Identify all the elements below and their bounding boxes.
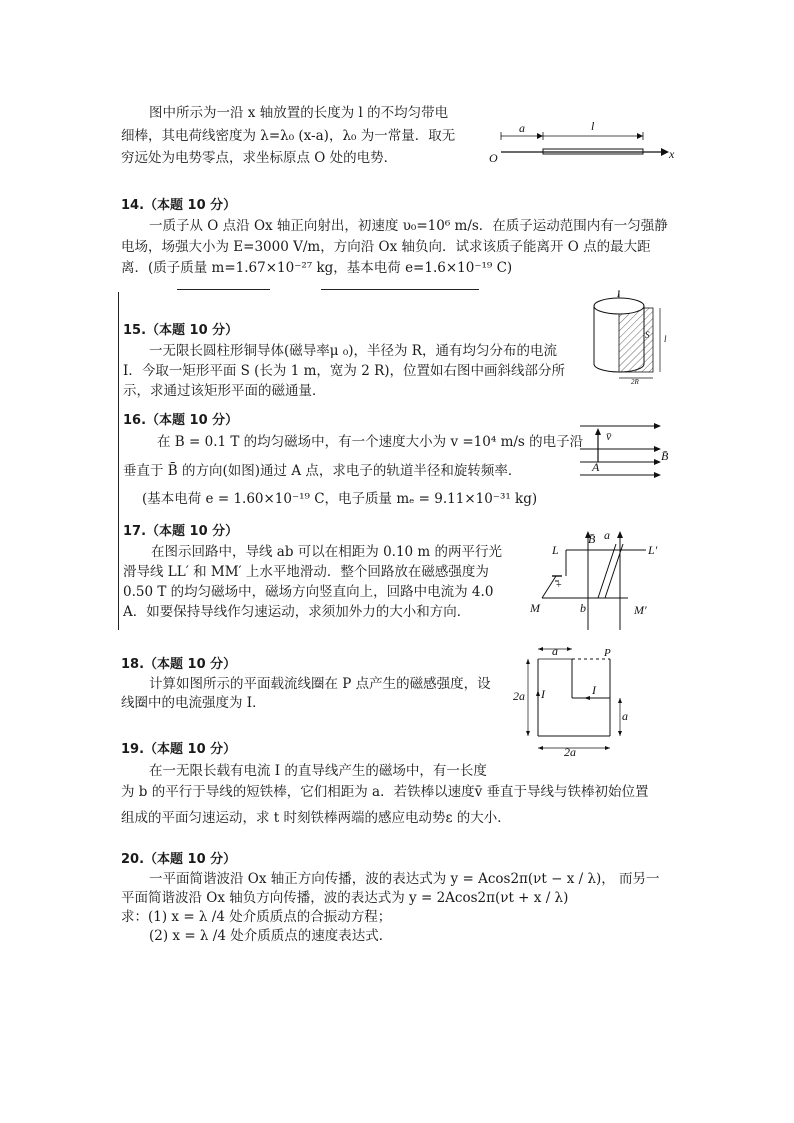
q19-line-2: 为 b 的平行于导线的短铁棒，它们相距为 a．若铁棒以速度v̄ 垂直于导线与铁棒初始位置 <box>121 784 649 800</box>
loop-a-right-label: a <box>622 709 628 723</box>
q18-line-1: 计算如图所示的平面载流线圈在 P 点产生的磁感强度，设 <box>149 676 491 692</box>
q16-line-3: (基本电荷 e = 1.60×10⁻¹⁹ C，电子质量 mₑ = 9.11×10⁻³¹ kg) <box>142 491 538 507</box>
loop-figure <box>510 644 640 759</box>
rod-axis-label: x <box>669 147 675 161</box>
rail-a-label: a <box>604 528 610 542</box>
q14-line-3: 离．(质子质量 m=1.67×10⁻²⁷ kg，基本电荷 e=1.6×10⁻¹⁹ C) <box>121 260 513 276</box>
q17-line-3: 0.50 T 的均匀磁场中，磁场方向竖直向上，回路中电流为 4.0 <box>123 584 494 600</box>
q20-line-1: 一平面简谐波沿 Ox 轴正方向传播，波的表达式为 y = Acos2π(νt − x / λ)， 而另一 <box>149 871 660 887</box>
rail-b-end-label: b <box>580 601 586 615</box>
q15-header: 15.（本题 10 分） <box>123 323 239 338</box>
q19-header: 19.（本题 10 分） <box>121 742 237 757</box>
q20-line-2: 平面简谐波沿 Ox 轴负方向传播，波的表达式为 y = 2Acos2π(νt + x / λ) <box>121 890 569 906</box>
q18-header: 18.（本题 10 分） <box>121 657 237 672</box>
loop-current-left: I <box>541 687 545 701</box>
rail-m2-label: M′ <box>634 603 647 617</box>
rod-figure <box>485 118 675 168</box>
intro-line-2: 细棒，其电荷线密度为 λ=λ₀ (x-a)，λ₀ 为一常量．取无 <box>121 128 456 144</box>
q18-line-2: 线圈中的电流强度为 I． <box>121 695 266 711</box>
loop-width-label: 2a <box>564 745 576 759</box>
b-label: B̄ <box>661 449 669 463</box>
v-label: v̄ <box>606 429 612 443</box>
cyl-current-label: I <box>617 290 620 299</box>
rod-a-label: a <box>519 121 525 135</box>
rail-l2-label: L′ <box>648 543 658 557</box>
q17-header: 17.（本题 10 分） <box>123 524 239 539</box>
rail-figure <box>528 526 668 630</box>
q14-line-1: 一质子从 O 点沿 Ox 轴正向射出，初速度 υ₀=10⁶ m/s．在质子运动范围内有一匀强静 <box>149 218 668 234</box>
intro-line-3: 穷远处为电势零点，求坐标原点 O 处的电势． <box>121 150 398 166</box>
q15-line-3: 示，求通过该矩形平面的磁通量． <box>123 383 326 399</box>
battery-plus-label: + <box>556 580 562 591</box>
loop-a-top-label: a <box>552 644 558 658</box>
q20-line-3: 求：(1) x = λ /4 处介质质点的合振动方程； <box>121 909 392 925</box>
q17-line-4: A．如要保持导线作匀速运动，求须加外力的大小和方向． <box>123 604 471 620</box>
rail-m-label: M <box>530 601 540 615</box>
q17-line-1: 在图示回路中，导线 ab 可以在相距为 0.10 m 的两平行光 <box>151 544 503 560</box>
q19-line-3: 组成的平面匀速运动，求 t 时刻铁棒两端的感应电动势ε 的大小． <box>121 810 511 826</box>
divider-left <box>177 289 270 290</box>
section-margin-line <box>118 292 119 630</box>
q15-line-2: I．今取一矩形平面 S (长为 1 m，宽为 2 R)，位置如右图中画斜线部分所 <box>123 363 566 379</box>
q14-header: 14.（本题 10 分） <box>121 198 237 213</box>
q15-line-1: 一无限长圆柱形铜导体(磁导率μ ₀)，半径为 R，通有均匀分布的电流 <box>149 343 557 359</box>
cyl-s-label: S <box>645 330 650 340</box>
rod-origin-label: O <box>489 151 498 165</box>
intro-line-1: 图中所示为一沿 x 轴放置的长度为 l 的不均匀带电 <box>149 105 449 121</box>
q17-line-2: 滑导线 LL′ 和 MM′ 上水平地滑动．整个回路放在磁感强度为 <box>123 564 489 580</box>
cylinder-figure <box>584 288 694 384</box>
loop-p-label: P <box>604 647 611 659</box>
cyl-l-label: l <box>664 334 667 344</box>
divider-right <box>321 289 479 290</box>
rail-b-label: B̄ <box>588 532 596 546</box>
loop-current-inner: I <box>592 683 596 697</box>
rod-l-label: l <box>591 119 595 133</box>
q16-header: 16.（本题 10 分） <box>123 413 239 428</box>
a-point-label: A <box>592 460 600 474</box>
field-figure <box>578 418 678 488</box>
q14-line-2: 电场，场强大小为 E=3000 V/m，方向沿 Ox 轴负向．试求该质子能离开 O 点的最大距 <box>121 239 651 255</box>
rail-l-label: L <box>552 543 559 557</box>
q20-line-4: (2) x = λ /4 处介质质点的速度表达式． <box>149 928 393 944</box>
q16-line-2: 垂直于 B̄ 的方向(如图)通过 A 点，求电子的轨道半径和旋转频率． <box>123 463 522 479</box>
cyl-w-label: 2R <box>631 378 639 386</box>
loop-height-label: 2a <box>513 689 525 703</box>
q19-line-1: 在一无限长载有电流 I 的直导线产生的磁场中，有一长度 <box>149 763 487 779</box>
q20-header: 20.（本题 10 分） <box>121 852 237 867</box>
q16-line-1: 在 B = 0.1 T 的均匀磁场中，有一个速度大小为 v =10⁴ m/s 的电子沿 <box>157 434 584 450</box>
